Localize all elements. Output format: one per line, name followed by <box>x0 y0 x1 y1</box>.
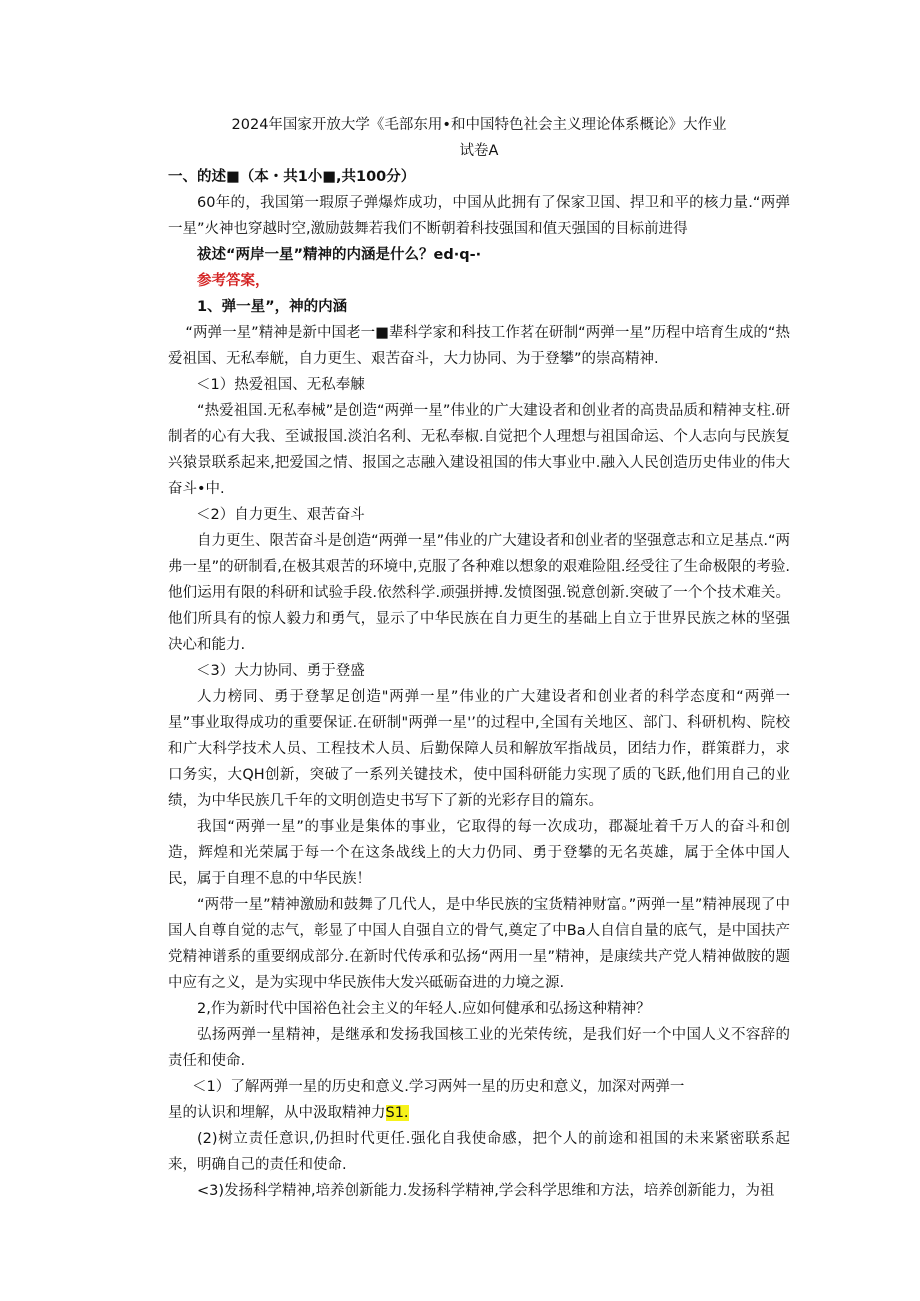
document-body <box>168 112 790 1204</box>
document-subtitle: 试卷A <box>459 143 499 159</box>
sub-paragraph-1: “热爱祖国.无私奉械”是创造“两弹一星”伟业的广大建设者和创业者的高贵品质和精神支柱.研制者的心有大我、至诚报国.淡泊名利、无私奉椒.自觉把个人理想与祖国命运、个人志向与民族复兴猿景联系起来,把爱国之情、报国之志融入建设祖国的伟大事业中.融入人民创造历史伟业的伟大奋斗•中. <box>168 403 790 497</box>
point-1-text: 星的认识和埋解，从中汲取精神力 <box>168 1105 386 1121</box>
sub-paragraph-3: 人力榜同、勇于登挈足创造"两弹一星”伟业的广大建设者和创业者的科学态度和“两弹一星”事业取得成功的重要保证.在研制"两弹一星'’的过程中,全国有关地区、部门、科研机构、院校和广大科学技术人员、工程技术人员、后勤保障人员和解放军指战员，团结力作，群策群力，求口务实，大QH创新，突破了一系列关键技术，使中国科研能力实现了质的飞跃,他们用自己的业绩，为中华民族几千年的文明创造史书写下了新的光彩存目的篇东。 <box>168 689 790 809</box>
question-2: 2,作为新时代中国裕色社会主义的年轻人.应如何健承和弘扬这种精神？ <box>197 1001 651 1017</box>
sub-heading-2: ＜2）自力更生、艰苦奋斗 <box>196 507 365 523</box>
sub-paragraph-2: 自力更生、限苦奋斗是创造“两弹一星”伟业的广大建设者和创业者的坚强意志和立足基点.“两弗一星”的研制看,在极其艰苦的环境中,克服了各种难以想象的艰难险阻.经受往了生命极限的考验.他们运用有限的科研和试验手段.依然科学.顽强拼搏.发愤图强.锐意创新.突破了一个个技术难关。他们所具有的惊人毅力和勇气，显示了中华民族在自力更生的基础上自立于世界民族之林的坚强决心和能力. <box>168 533 790 653</box>
highlighted-text: S1. <box>385 1105 409 1121</box>
sub-heading-1: ＜1）热爱祖国、无私奉觫 <box>196 377 365 393</box>
collective-paragraph: 我国“两弹一星”的事业是集体的事业，它取得的每一次成功，郡凝址着千万人的奋斗和创造，辉煌和光荣属于每一个在这条战线上的大力仍同、勇于登攀的无名英雄，属于全体中国人民，属于自理不息的中华民族！ <box>168 819 790 887</box>
point-2: (2)树立责任意识,仍担时代更任.强化自我使命感，把个人的前途和祖国的未来紧密联系起来，明确自己的责任和使命. <box>168 1131 790 1173</box>
answer-label: 参考答案， <box>197 273 270 289</box>
document-title: 2024年国家开放大学《毛部东用•和中国特色社会主义理论体系概论》大作业 <box>231 117 727 133</box>
carry-paragraph: 弘扬两弹一星精神，是继承和发扬我国核工业的光荣传统，是我们好一个中国人义不容辞的责任和使命. <box>168 1027 790 1069</box>
inspire-paragraph: “两带一星”精神激励和鼓舞了几代人，是中华民族的宝货精神财富。”两弹一星”精神展现了中国人自尊自觉的志气，彰显了中国人自强自立的骨气,奠定了中Ba人自信自量的底气，是中国扶产党精神谱系的重要纲成部分.在新时代传承和弘扬“两用一星”精神，是康续共产党人精神做胺的题中应有之义，是为实现中华民族伟大发兴砥砺奋进的力境之源. <box>168 897 790 991</box>
sub-heading-3: ＜3）大力协同、勇于登盛 <box>196 663 365 679</box>
point-1-line-1: ＜1）了解两弹一星的历史和意义.学习两舛一星的历史和意义，加深对两弹一 <box>192 1079 685 1095</box>
point-3: <3)发扬科学精神,培养创新能力.发扬科学精神,学会科学思维和方法，培养创新能力，为祖 <box>197 1183 775 1199</box>
answer-paragraph-1: “两弹一星”精神是新中国老一■辈科学家和科技工作茗在研制“两弹一星”历程中培育生成的“热爱祖国、无私奉觥，自力更生、艰苦奋斗，大力协同、为于登攀”的崇高精神. <box>168 325 790 367</box>
point-1-line-2 <box>168 1100 790 1126</box>
question-1: 祓述“两岸一星”精神的内涵是什么？ed·q-· <box>197 247 482 263</box>
intro-paragraph: 60年的，我国第一瑕原子弹爆炸成功，中国从此拥有了保家卫国、捍卫和平的核力量.“两弹一星”火神也穿越时空,激励鼓舞若我们不断朝着科技强国和值天强国的目标前进得 <box>168 195 790 237</box>
section-heading: 一、的述■（本・共1小■,共100分） <box>168 169 416 185</box>
answer-heading: 1、弹一星”，神的内涵 <box>197 299 348 315</box>
